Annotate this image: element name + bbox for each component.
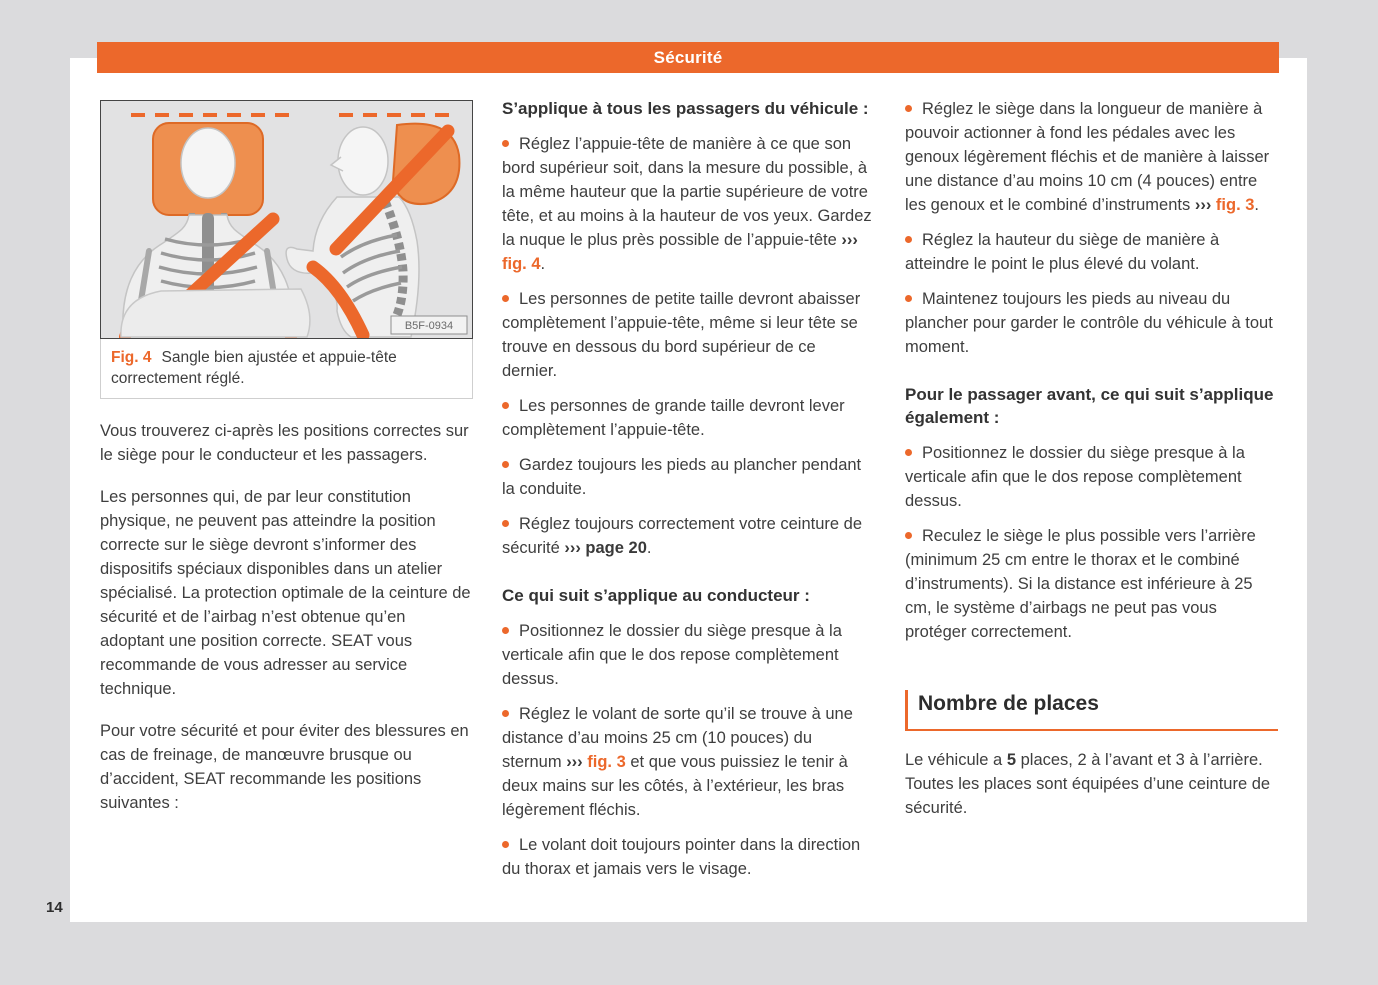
bullet-item: Reculez le siège le plus possible vers l’arrière (minimum 25 cm entre le thorax et le combiné d’instruments). Si la distance est inférieure à 25 cm, le système d’airbags ne peut pas vous protéger correctement. bbox=[905, 527, 1256, 641]
figure-caption-text: Sangle bien ajustée et appuie-tête correctement réglé. bbox=[111, 349, 397, 387]
bullet-item: Les personnes de petite taille devront abaisser complètement l’appuie-tête, même si leur tête se trouve en dessous du bord supérieur de ce dernier. bbox=[502, 290, 861, 380]
figure-caption-label: Fig. 4 bbox=[111, 349, 152, 366]
bullet-dot-icon bbox=[502, 841, 509, 848]
bullet-item: Réglez toujours correctement votre ceinture de sécurité ››› page 20. bbox=[502, 515, 863, 557]
subheading-front-passenger: Pour le passager avant, ce qui suit s’applique également : bbox=[905, 385, 1274, 427]
bold-text: 5 bbox=[1006, 751, 1017, 769]
bullet-dot-icon bbox=[905, 295, 912, 302]
bullet-item: Réglez le volant de sorte qu’il se trouve à une distance d’au moins 25 cm (10 pouces) du sternum ››› fig. 3 et que vous puissiez le tenir à deux mains sur les côtés, à l’extérieur, les bras légèrement fléchis. bbox=[502, 705, 853, 819]
bullet-list-all-passengers bbox=[502, 132, 875, 560]
figure-reference: fig. 3 bbox=[587, 753, 626, 771]
bullet-dot-icon bbox=[905, 236, 912, 243]
bullet-item: Gardez toujours les pieds au plancher pendant la conduite. bbox=[502, 456, 862, 498]
bold-text: ››› page 20 bbox=[564, 539, 647, 557]
bullet-list-front-passenger bbox=[905, 441, 1278, 644]
bullet-item: Maintenez toujours les pieds au niveau du plancher pour garder le contrôle du véhicule à tout moment. bbox=[905, 290, 1273, 356]
bullet-dot-icon bbox=[502, 520, 509, 527]
bullet-item: Les personnes de grande taille devront lever complètement l’appuie-tête. bbox=[502, 397, 845, 439]
bullet-item: Positionnez le dossier du siège presque à la verticale afin que le dos repose complètement dessus. bbox=[502, 622, 842, 688]
bullet-dot-icon bbox=[905, 449, 912, 456]
bold-text: ››› bbox=[1194, 196, 1216, 214]
seatbelt-headrest-diagram bbox=[101, 101, 472, 338]
right-column bbox=[905, 97, 1278, 838]
bullet-dot-icon bbox=[502, 402, 509, 409]
head-front bbox=[181, 128, 235, 198]
section-title: Nombre de places bbox=[918, 692, 1099, 715]
bullet-dot-icon bbox=[502, 710, 509, 717]
section-heading-nombre-de-places bbox=[905, 690, 1278, 731]
bullet-dot-icon bbox=[905, 532, 912, 539]
bold-text: ››› bbox=[841, 231, 858, 249]
seat-cushion-side bbox=[121, 289, 310, 337]
bullet-dot-icon bbox=[502, 461, 509, 468]
head-side bbox=[338, 127, 388, 195]
page-number: 14 bbox=[46, 899, 63, 916]
image-code-label bbox=[391, 316, 467, 334]
body-paragraph: Vous trouverez ci-après les positions correctes sur le siège pour le conducteur et les passagers. bbox=[100, 422, 469, 464]
middle-column bbox=[502, 97, 875, 892]
bullet-item: Réglez le siège dans la longueur de manière à pouvoir actionner à fond les pédales avec les genoux légèrement fléchis et de manière à laisser une distance d’au moins 10 cm (4 pouces) entre les genoux et le combiné d’instruments ››› fig. 3. bbox=[905, 100, 1270, 214]
bullet-dot-icon bbox=[502, 140, 509, 147]
figure-4 bbox=[100, 100, 473, 399]
bullet-list-driver bbox=[502, 619, 875, 881]
chapter-title: Sécurité bbox=[653, 47, 723, 67]
bullet-dot-icon bbox=[905, 105, 912, 112]
bullet-dot-icon bbox=[502, 295, 509, 302]
bullet-item: Réglez la hauteur du siège de manière à atteindre le point le plus élevé du volant. bbox=[905, 231, 1220, 273]
chapter-header-bar bbox=[97, 42, 1279, 73]
bullet-list-driver-continued bbox=[905, 97, 1278, 359]
subheading-driver: Ce qui suit s’applique au conducteur : bbox=[502, 586, 810, 605]
section-accent-bar bbox=[905, 690, 908, 729]
bullet-item: Le volant doit toujours pointer dans la direction du thorax et jamais vers le visage. bbox=[502, 836, 861, 878]
subheading-all-passengers: S’applique à tous les passagers du véhicule : bbox=[502, 99, 869, 118]
figure-reference: fig. 4 bbox=[502, 255, 541, 273]
bullet-dot-icon bbox=[502, 627, 509, 634]
bullet-item: Réglez l’appuie-tête de manière à ce que son bord supérieur soit, dans la mesure du possible, à la même hauteur que la partie supérieure de votre tête, et au moins à la hauteur de vos yeux. Gardez la nuque le plus près possible de l’appuie-tête ››› fig. 4. bbox=[502, 135, 872, 273]
seats-count-paragraph: Le véhicule a 5 places, 2 à l’avant et 3 à l’arrière. Toutes les places sont équipées d’une ceinture de sécurité. bbox=[905, 751, 1271, 817]
body-paragraph: Les personnes qui, de par leur constitution physique, ne peuvent pas atteindre la position correcte sur le siège devront s’informer des dispositifs spéciaux disponibles dans un atelier spécialisé. La protection optimale de la ceinture de sécurité et de l’airbag n’est obtenue qu’en adoptant une position correcte. SEAT vous recommande de vous adresser au service technique. bbox=[100, 488, 471, 698]
left-column bbox=[100, 97, 473, 833]
body-paragraph: Pour votre sécurité et pour éviter des blessures en cas de freinage, de manœuvre brusque ou d’accident, SEAT recommande les positions suivantes : bbox=[100, 722, 469, 812]
bold-text: ››› bbox=[566, 753, 588, 771]
image-code-text: B5F-0934 bbox=[404, 320, 454, 332]
bullet-item: Positionnez le dossier du siège presque à la verticale afin que le dos repose complètement dessus. bbox=[905, 444, 1245, 510]
figure-reference: fig. 3 bbox=[1215, 196, 1255, 214]
figure-caption bbox=[100, 339, 473, 399]
left-column-paragraphs bbox=[100, 419, 473, 815]
figure-illustration bbox=[100, 100, 473, 339]
